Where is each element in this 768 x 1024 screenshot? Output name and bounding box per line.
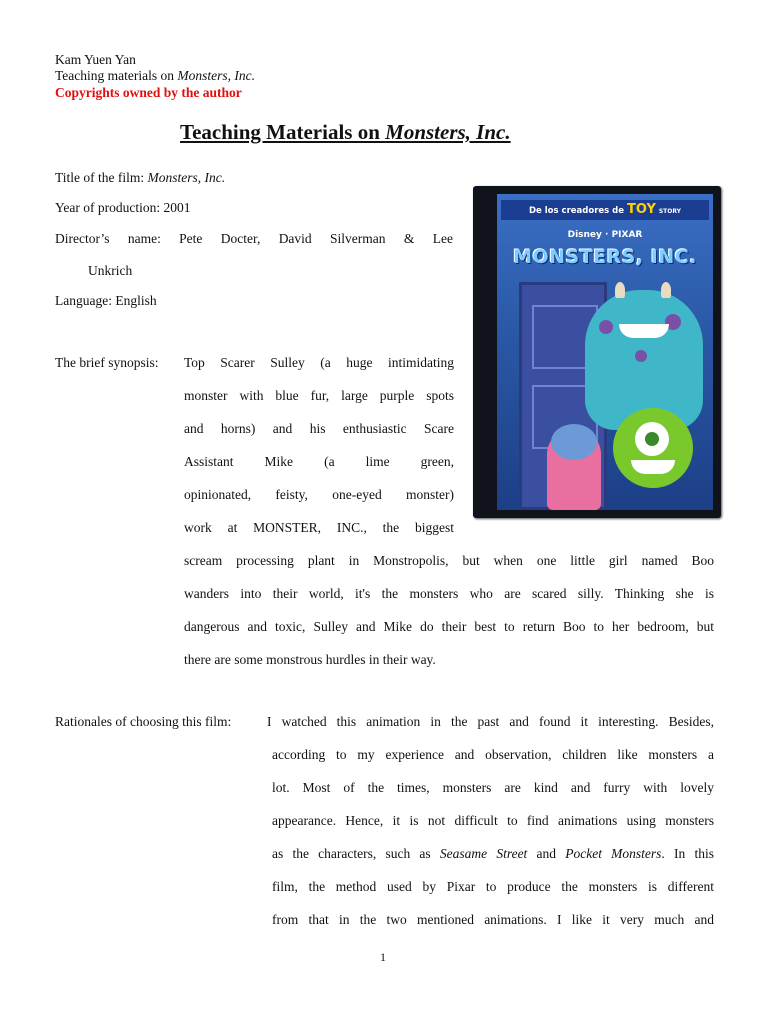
sulley-horn [615,282,625,298]
poster-banner-brand: TOY [627,202,656,217]
rationale-line: from that in the two mentioned animations. I like it very much and [272,912,714,927]
copyright-notice: Copyrights owned by the author [55,85,242,100]
boo-helmet [551,424,597,460]
page-number: 1 [380,950,386,964]
director-word: Pete [179,231,203,246]
synopsis-line: Assistant Mike (a lime green, [184,454,454,469]
rationale-text: and [527,846,566,861]
sulley-smile [619,324,669,338]
rationale-line: lot. Most of the times, monsters are kind and furry with lovely [272,780,714,795]
rationale-line: according to my experience and observation, children like monsters a [272,747,714,762]
director-line-2: Unkrich [88,263,133,278]
director-word: David [278,231,312,246]
header-subtitle [55,68,255,84]
rationale-text: as the characters, such as [272,846,440,861]
synopsis-line: work at MONSTER, INC., the biggest [184,520,454,535]
director-word: Director’s [55,231,110,246]
director-word: Lee [432,231,453,246]
poster-art [497,194,713,510]
synopsis-line: monster with blue fur, large purple spots [184,388,454,403]
page-title-prefix: Teaching Materials on [180,120,386,144]
example-pocket-monsters: Pocket Monsters [565,846,662,861]
director-line [55,231,453,247]
film-logo: MONSTERS, INC. [513,246,697,268]
rationale-line: I watched this animation in the past and found it interesting. Besides, [267,714,714,729]
rationale-line: appearance. Hence, it is not difficult to find animations using monsters [272,813,714,828]
director-word: & [403,231,415,246]
example-seasame-street: Seasame Street [439,846,528,861]
synopsis-line: wanders into their world, it's the monsters who are scared silly. Thinking she is [184,586,714,601]
year-line: Year of production: 2001 [55,200,191,215]
dvd-cover-image [473,186,721,518]
author-name: Kam Yuen Yan [55,52,136,67]
page-title [180,120,511,145]
film-title-value: Monsters, Inc. [147,170,226,185]
synopsis-line: Top Scarer Sulley (a huge intimidating [184,355,454,370]
film-title-line [55,170,225,186]
rationale-label: Rationales of choosing this film: [55,714,232,729]
synopsis-label: The brief synopsis: [55,355,159,370]
poster-banner-brand-small: STORY [658,208,681,215]
language-line: Language: English [55,293,157,308]
header-subtitle-prefix: Teaching materials on [55,68,178,83]
synopsis-line: there are some monstrous hurdles in their way. [184,652,436,667]
director-word: Silverman [330,231,386,246]
synopsis-line: and horns) and his enthusiastic Scare [184,421,454,436]
mike-pupil [645,432,659,446]
rationale-line: film, the method used by Pixar to produce the monsters is different [272,879,714,894]
mike-character [613,408,693,488]
rationale-line-examples [272,846,714,862]
sulley-spot [635,350,647,362]
boo-character [547,430,601,510]
sulley-spot [599,320,613,334]
mike-smile [631,460,675,474]
sulley-horn [661,282,671,298]
rationale-text: . In this [661,846,714,861]
synopsis-line: scream processing plant in Monstropolis, but when one little girl named Boo [184,553,714,568]
synopsis-line: opinionated, feisty, one-eyed monster) [184,487,454,502]
poster-banner-text: De los creadores de [528,206,625,216]
studio-logo: Disney · PIXAR [567,230,643,240]
director-word: name: [127,231,161,246]
director-word: Docter, [220,231,261,246]
mike-eye [635,422,669,456]
header-subtitle-film: Monsters, Inc. [177,68,256,83]
poster-banner [501,200,709,220]
film-title-label: Title of the film: [55,170,148,185]
page-title-film: Monsters, Inc. [385,120,511,144]
synopsis-line: dangerous and toxic, Sulley and Mike do their best to return Boo to her bedroom, but [184,619,714,634]
